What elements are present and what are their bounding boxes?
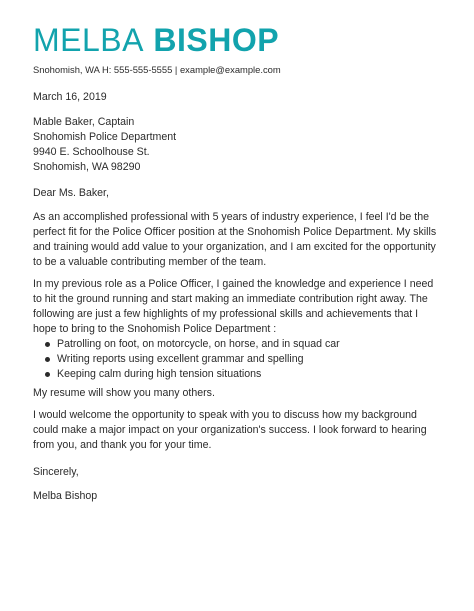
paragraph-experience: In my previous role as a Police Officer, I gained the knowledge and experience I need to hit the ground running and start making an immediate contribution right away. The following are just a few highlights of my professional skills and achievements that I hope to bring to the Snohomish Police Department : xyxy=(33,278,434,335)
signature-name: Melba Bishop xyxy=(33,490,98,502)
applicant-name xyxy=(33,22,279,58)
list-item xyxy=(45,352,443,367)
recipient-line: Mable Baker, Captain xyxy=(33,116,135,128)
highlights-list xyxy=(33,337,443,382)
last-name: BISHOP xyxy=(153,22,280,58)
bullet-icon xyxy=(45,372,50,377)
paragraph-closing: I would welcome the opportunity to speak with you to discuss how my background could make a major impact on your organization's success. I look forward to hearing from you, and thank you for your time. xyxy=(33,409,427,451)
recipient-block xyxy=(33,115,443,175)
list-item xyxy=(45,367,443,382)
bullet-icon xyxy=(45,342,50,347)
highlight-text: Patrolling on foot, on motorcycle, on horse, and in squad car xyxy=(57,338,340,350)
closing: Sincerely, xyxy=(33,466,79,478)
recipient-line: Snohomish, WA 98290 xyxy=(33,161,141,173)
paragraph-intro: As an accomplished professional with 5 years of industry experience, I feel I'd be the perfect fit for the Police Officer position at the Snohomish Police Department. My skills and training would add value to your organization, and I am excited for the opportunity to be a valuable contributing member of the team. xyxy=(33,211,437,268)
contact-line: Snohomish, WA H: 555-555-5555 | example@example.com xyxy=(33,64,281,75)
first-name: MELBA xyxy=(33,22,144,58)
highlight-text: Keeping calm during high tension situations xyxy=(57,368,262,380)
recipient-line: 9940 E. Schoolhouse St. xyxy=(33,146,150,158)
letter-date: March 16, 2019 xyxy=(33,91,107,103)
list-item xyxy=(45,337,443,352)
salutation: Dear Ms. Baker, xyxy=(33,187,109,199)
recipient-line: Snohomish Police Department xyxy=(33,131,177,143)
highlight-text: Writing reports using excellent grammar and spelling xyxy=(57,353,304,365)
paragraph-resume: My resume will show you many others. xyxy=(33,387,215,399)
bullet-icon xyxy=(45,357,50,362)
letter-body xyxy=(33,90,443,504)
